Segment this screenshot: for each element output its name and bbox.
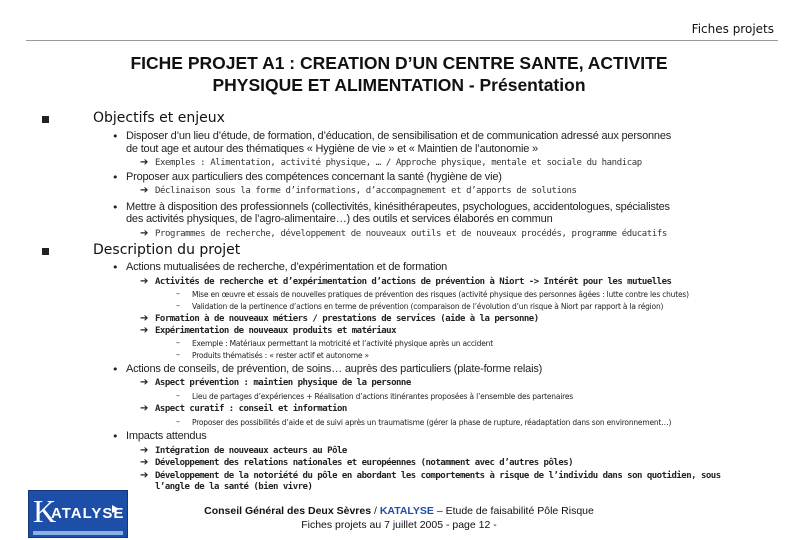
arrow-right-icon: ➔	[140, 228, 149, 239]
dot-bullet-icon: •	[112, 261, 119, 274]
dash-icon: –	[176, 350, 180, 359]
page-title	[0, 52, 798, 96]
description-1-action-1: Activités de recherche et d’expérimentation d’actions de prévention à Niort -> Intérêt pour les mutuelles	[155, 277, 672, 287]
dot-bullet-icon: •	[112, 130, 119, 143]
description-2-action-1: Aspect prévention : maintien physique de la personne	[155, 378, 411, 388]
logo-text: ATALYSE	[51, 505, 125, 522]
description-2-action-2-detail-1: Proposer des possibilités d’aide et de suivi après un traumatisme (gérer la phase de rupture, réadaptation dans son environnement…)	[192, 418, 672, 427]
arrow-right-icon: ➔	[140, 445, 149, 456]
arrow-right-icon: ➔	[140, 457, 149, 468]
objective-1-sub: Exemples : Alimentation, activité physique, … / Approche physique, mentale et sociale du handicap	[155, 158, 642, 168]
logo-k: K	[33, 493, 57, 529]
footer-line-1	[0, 505, 798, 517]
impact-2: Développement des relations nationales et européennes (notamment avec d’autres pôles)	[155, 458, 574, 468]
footer-rest: – Etude de faisabilité Pôle Risque	[433, 505, 594, 517]
dash-icon: –	[176, 391, 180, 400]
impact-3-line-1: Développement de la notoriété du pôle en abordant les comportements à risque de l’individu dans son quotidien, sous	[155, 471, 721, 481]
section-heading-description: Description du projet	[93, 242, 241, 258]
description-2-action-1-detail-1: Lieu de partages d’expériences + Réalisation d’actions itinérantes proposées à l’ensemble des partenaires	[192, 392, 573, 401]
arrow-right-icon: ➔	[140, 157, 149, 168]
description-1-action-2: Formation à de nouveaux métiers / prestations de services (aide à la personne)	[155, 314, 539, 324]
dash-icon: –	[176, 301, 180, 310]
footer-line-2: Fiches projets au 7 juillet 2005 - page 12 -	[301, 519, 497, 531]
dash-icon: –	[176, 338, 180, 347]
impact-1: Intégration de nouveaux acteurs au Pôle	[155, 446, 347, 456]
description-2-line-1: Actions de conseils, de prévention, de soins… auprès des particuliers (plate-forme relais)	[126, 363, 543, 375]
objective-3-sub: Programmes de recherche, développement de nouveaux outils et de nouveaux procédés, programme éducatifs	[155, 229, 667, 239]
arrow-right-icon: ➔	[140, 470, 149, 481]
description-1-action-1-detail-1: Mise en œuvre et essais de nouvelles pratiques de prévention des risques (activité physique des personnes âgées : lutte contre les chutes)	[192, 290, 689, 299]
description-1-action-1-detail-2: Validation de la pertinence d’actions en terme de prévention (comparaison de l’évolution d’un risque à Niort par rapport à la région)	[192, 302, 664, 311]
objective-3-line-2: des activités physiques, de l’agro-alimentaire…) des outils et services élaborés en commun	[126, 213, 553, 225]
footer-brand: KATALYSE	[379, 505, 434, 517]
dot-bullet-icon: •	[112, 201, 119, 214]
dot-bullet-icon: •	[112, 171, 119, 184]
description-1-action-3: Expérimentation de nouveaux produits et matériaux	[155, 326, 397, 336]
dash-icon: –	[176, 417, 180, 426]
impact-3-line-2: l’angle de la santé (bien vivre)	[155, 482, 313, 492]
header-label: Fiches projets	[691, 22, 774, 36]
arrow-right-icon: ➔	[140, 403, 149, 414]
footer-org: Conseil Général des Deux Sèvres	[204, 505, 372, 517]
dash-icon: –	[176, 289, 180, 298]
description-3-line-1: Impacts attendus	[126, 430, 207, 442]
arrow-right-icon: ➔	[140, 185, 149, 196]
dot-bullet-icon: •	[112, 430, 119, 443]
logo-stripe	[33, 531, 123, 535]
objective-2-sub: Déclinaison sous la forme d’informations, d’accompagnement et d’apports de solutions	[155, 186, 577, 196]
header-rule	[26, 40, 778, 41]
square-bullet-icon	[42, 248, 49, 255]
objective-2-line-1: Proposer aux particuliers des compétences concernant la santé (hygiène de vie)	[126, 171, 502, 183]
arrow-right-icon: ➔	[140, 325, 149, 336]
objective-1-line-1: Disposer d’un lieu d’étude, de formation, d’éducation, de sensibilisation et de communication adressé aux personnes	[126, 130, 672, 142]
square-bullet-icon	[42, 116, 49, 123]
title-line-1: FICHE PROJET A1 : CREATION D’UN CENTRE SANTE, ACTIVITE	[130, 53, 668, 73]
arrow-right-icon: ➔	[140, 377, 149, 388]
description-2-action-2: Aspect curatif : conseil et information	[155, 404, 347, 414]
dot-bullet-icon: •	[112, 363, 119, 376]
objective-3-line-1: Mettre à disposition des professionnels (collectivités, kinésithérapeutes, psychologues, accidentologues, spécialistes	[126, 201, 670, 213]
description-1-action-3-detail-1: Exemple : Matériaux permettant la motricité et l’activité physique après un accident	[192, 339, 493, 348]
description-1-line-1: Actions mutualisées de recherche, d’expérimentation et de formation	[126, 261, 448, 273]
description-1-action-3-detail-2: Produits thématisés : « rester actif et autonome »	[192, 351, 369, 360]
section-heading-objectives: Objectifs et enjeux	[93, 110, 225, 126]
objective-1-line-2: de tout age et autour des thématiques « Hygiène de vie » et « Maintien de l’autonomie »	[126, 143, 538, 155]
arrow-right-icon: ➔	[140, 276, 149, 287]
title-line-2: PHYSIQUE ET ALIMENTATION - Présentation	[212, 75, 586, 95]
footer-sep: /	[371, 505, 380, 517]
arrow-right-icon: ➔	[140, 313, 149, 324]
